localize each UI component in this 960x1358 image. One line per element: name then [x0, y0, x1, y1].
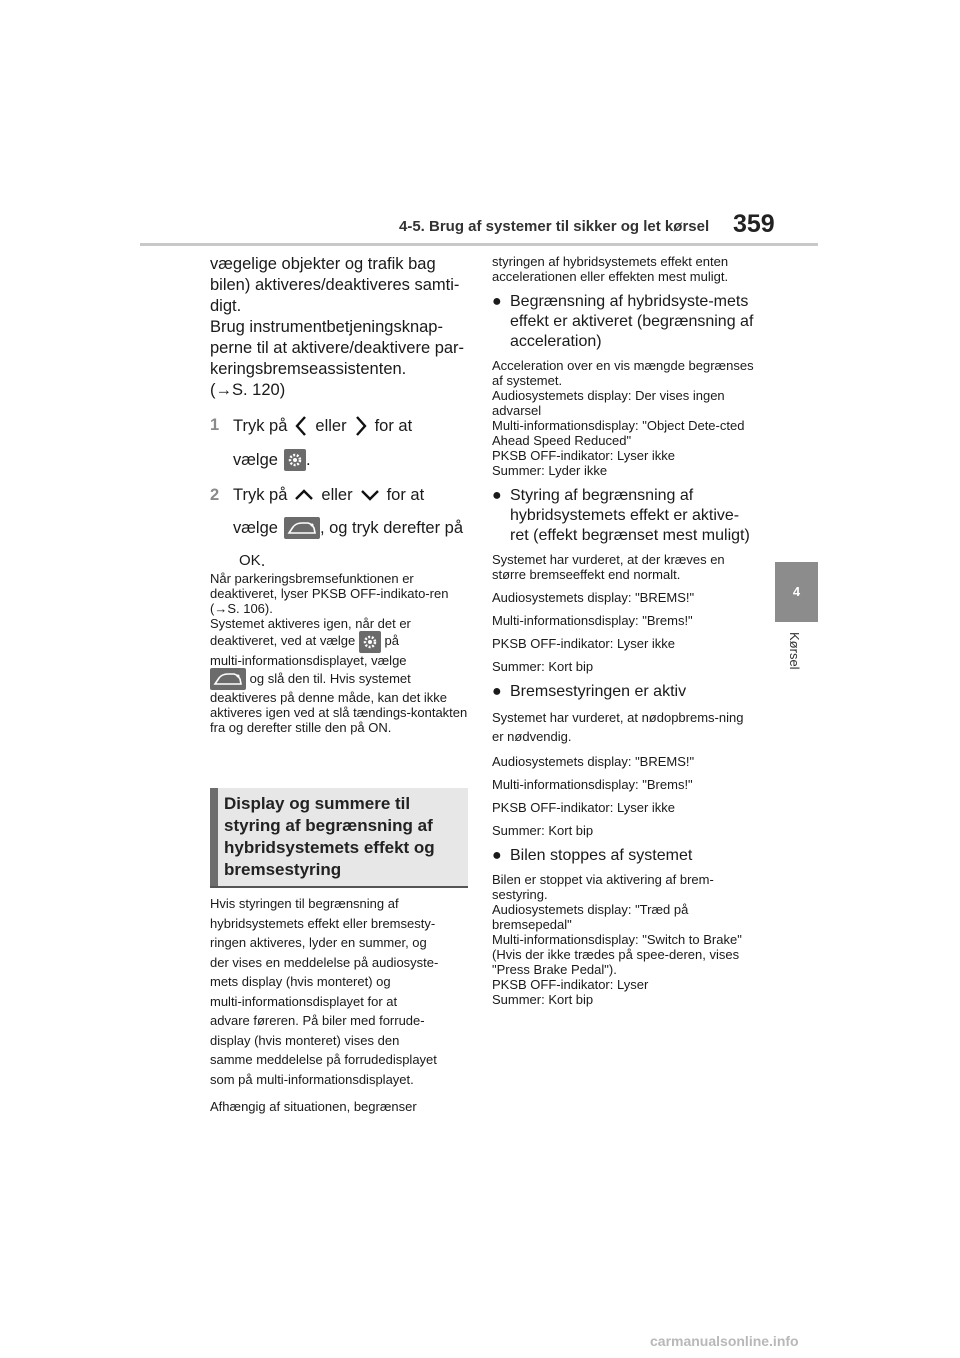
note-paragraph: Når parkeringsbremsefunktionen er deaktiveret, lyser PKSB OFF-indikato-ren (→S. 106).: [210, 571, 449, 616]
note-paragraph: [210, 616, 472, 631]
detail-line: Audiosystemets display: Der vises ingen advarsel: [492, 388, 725, 418]
bullet-title: Bremsestyringen er aktiv: [510, 683, 687, 700]
left-column-body: [210, 894, 472, 1117]
section-heading-box: [210, 788, 468, 886]
section-title: 4-5. Brug af systemer til sikker og let kørsel: [399, 218, 710, 235]
detail-line: Systemet har vurderet, at der kræves en større bremseeffekt end normalt.: [492, 552, 725, 582]
body-line: advare føreren. På biler med forrude-: [210, 1013, 425, 1028]
page-number: 359: [733, 210, 775, 238]
detail-line: Audiosystemets display: "BREMS!": [492, 590, 695, 605]
intro-paragraph: styringen af hybridsystemets effekt enten accelerationen eller effekten mest muligt.: [492, 254, 729, 284]
bullet-heading: [492, 846, 754, 866]
note-text: Systemet aktiveres igen, når det er: [210, 616, 411, 631]
body-line: multi-informationsdisplayet for at: [210, 993, 398, 1009]
bullet-icon: ●: [492, 847, 502, 864]
right-column: [492, 254, 754, 1007]
page-reference: (→S. 120): [210, 381, 286, 399]
instrument-paragraph: Brug instrumentbetjeningsknap-perne til at aktivere/deaktivere par-keringsbremseassistenten.: [210, 318, 465, 378]
detail-line: PKSB OFF-indikator: Lyser: [492, 977, 649, 992]
gear-icon: [359, 631, 381, 653]
detail-line: Multi-informationsdisplay: "Brems!": [492, 777, 693, 792]
note-text: deaktiveret, ved at vælge: [210, 633, 356, 648]
step-text: Tryk på: [233, 486, 288, 504]
body-line: Afhængig af situationen, begrænser: [210, 1099, 417, 1114]
detail-line: Audiosystemets display: "Træd på bremsepedal": [492, 902, 689, 932]
section-heading: Display og summere til styring af begrænsning af hybridsystemets effekt og bremsestyring: [224, 794, 435, 879]
detail-line: Summer: Kort bip: [492, 992, 594, 1007]
step-number: 2: [210, 486, 220, 504]
bullet-title: Styring af begrænsning af hybridsystemets effekt er aktive-ret (effekt begrænset mest muligt): [510, 487, 750, 544]
step-text: for at: [386, 486, 425, 504]
body-line: der vises en meddelelse på audiosyste-: [210, 954, 439, 970]
note-text: på: [384, 633, 399, 648]
body-line: som på multi-informationsdisplayet.: [210, 1071, 414, 1087]
detail-line: Systemet har vurderet, at nødopbrems-ning er nødvendig.: [492, 710, 744, 744]
step-2: [210, 485, 472, 571]
pksb-car-icon: [284, 517, 320, 539]
detail-line: Summer: Lyder ikke: [492, 463, 608, 478]
step-number: 1: [210, 416, 220, 434]
detail-line: Acceleration over en vis mængde begrænses af systemet.: [492, 358, 754, 388]
note-paragraph: [210, 631, 472, 668]
detail-line: Multi-informationsdisplay: "Brems!": [492, 613, 693, 628]
left-column: [210, 254, 472, 735]
intro-paragraph: vægelige objekter og trafik bag bilen) aktiveres/deaktiveres samti-digt.: [210, 255, 460, 315]
bullet-icon: ●: [492, 487, 502, 504]
step-text: vælge: [233, 451, 278, 469]
detail-line: Bilen er stoppet via aktivering af brem-sestyring.: [492, 872, 714, 902]
detail-line: Summer: Kort bip: [492, 659, 594, 674]
step-text: , og tryk derefter på: [319, 519, 464, 537]
detail-line: Multi-informationsdisplay: "Object Dete-cted Ahead Speed Reduced": [492, 418, 745, 448]
bullet-icon: ●: [492, 293, 502, 310]
note-text: og slå den til. Hvis systemet deaktiveres på denne måde, kan det ikke aktiveres igen ved at slå tændings-kontakten fra og derefter stille den på ON.: [210, 671, 468, 735]
body-line: mets display (hvis monteret) og: [210, 974, 391, 989]
bullet-title: Begrænsning af hybridsyste-mets effekt er aktiveret (begrænsning af acceleration): [510, 293, 754, 350]
step-text: for at: [374, 417, 413, 435]
step-1: [210, 415, 472, 471]
chevron-down-icon: [359, 487, 381, 503]
ok-button-glyph: OK: [239, 552, 261, 569]
bullet-heading: [492, 292, 754, 352]
detail-line: Summer: Kort bip: [492, 823, 594, 838]
chapter-tab: [775, 562, 818, 622]
gear-icon: [284, 449, 306, 471]
step-text: Tryk på: [233, 417, 288, 435]
step-text: eller: [315, 417, 347, 435]
bullet-title: Bilen stoppes af systemet: [510, 847, 693, 864]
detail-line: Multi-informationsdisplay: "Switch to Brake" (Hvis der ikke trædes på spee-deren, vises "Press Brake Pedal").: [492, 932, 742, 977]
body-line: display (hvis monteret) vises den: [210, 1032, 400, 1048]
chapter-number: 4: [792, 584, 801, 599]
body-line: Hvis styringen til begrænsning af: [210, 896, 399, 911]
detail-line: PKSB OFF-indikator: Lyser ikke: [492, 800, 676, 815]
step-text: .: [305, 451, 311, 469]
chevron-left-icon: [293, 415, 309, 437]
chapter-label: Kørsel: [787, 632, 802, 670]
note-text: multi-informationsdisplayet, vælge: [210, 653, 407, 668]
body-line: ringen aktiveres, lyder en summer, og: [210, 935, 427, 950]
detail-line: PKSB OFF-indikator: Lyser ikke: [492, 636, 676, 651]
detail-line: PKSB OFF-indikator: Lyser ikke: [492, 448, 676, 463]
chevron-up-icon: [293, 487, 315, 503]
heading-accent-bar: [210, 788, 218, 886]
heading-underline: [210, 886, 468, 888]
step-text: eller: [321, 486, 353, 504]
bullet-icon: ●: [492, 683, 502, 700]
step-text: .: [260, 552, 266, 570]
bullet-heading: [492, 486, 754, 546]
pksb-car-icon: [210, 668, 246, 690]
body-line: hybridsystemets effekt eller bremsesty-: [210, 915, 436, 931]
step-text: vælge: [233, 519, 278, 537]
note-paragraph: [210, 668, 472, 735]
body-line: samme meddelelse på forrudedisplayet: [210, 1052, 437, 1067]
watermark: carmanualsonline.info: [650, 1333, 799, 1349]
bullet-heading: [492, 682, 754, 702]
detail-line: Audiosystemets display: "BREMS!": [492, 754, 695, 769]
header-divider: [140, 243, 818, 246]
chevron-right-icon: [353, 415, 369, 437]
